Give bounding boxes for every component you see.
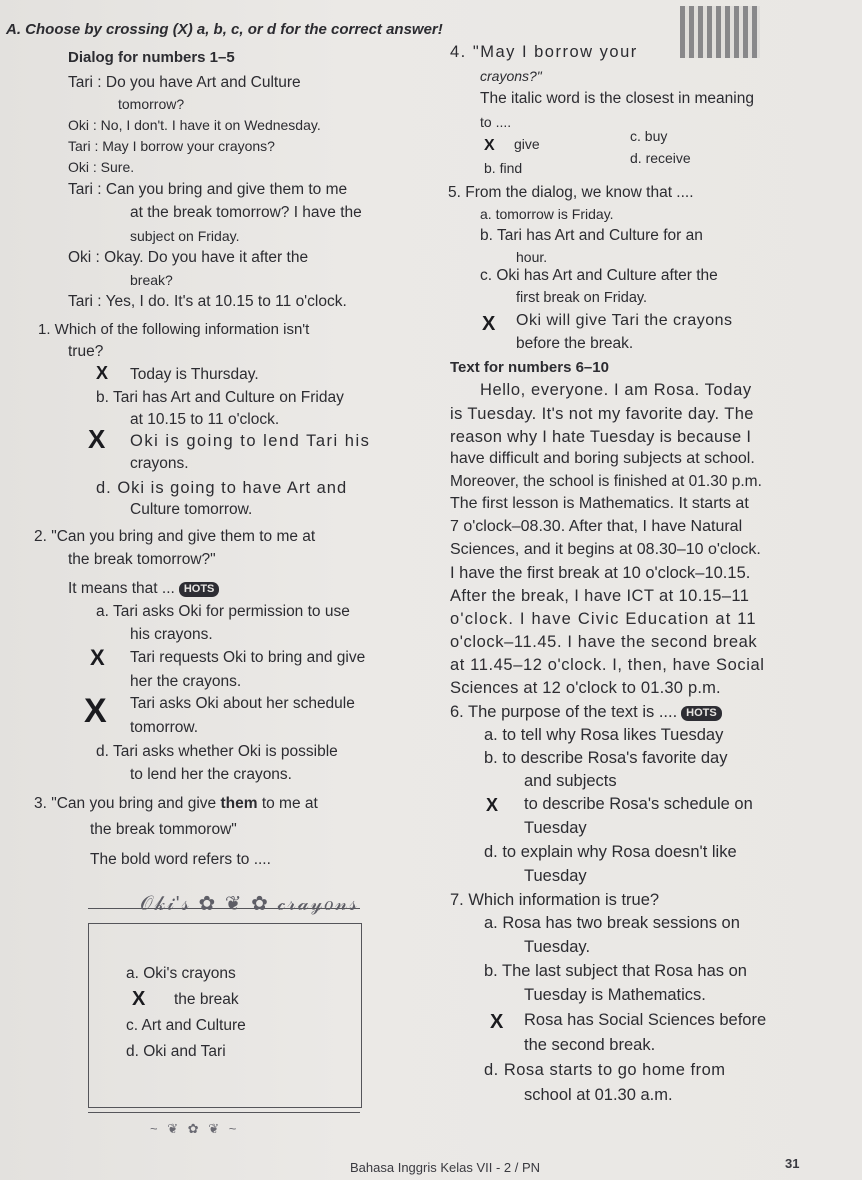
answer-cross-mark: X (486, 795, 499, 815)
option-d[interactable]: d. Rosa starts to go home from (484, 1061, 726, 1079)
decorative-ornament: 𝒪𝓀𝒾'𝓈 ✿ ❦ ✿ 𝒸𝓇𝒶𝓎𝑜𝓃𝓈 (140, 893, 359, 915)
option-d: school at 01.30 a.m. (524, 1086, 673, 1104)
stem-text: to me at (257, 795, 318, 812)
stem-text: 3. "Can you bring and give (34, 795, 221, 812)
answer-cross-mark: X (84, 692, 107, 730)
answer-cross-mark: X (90, 645, 105, 670)
answer-cross-mark: X (96, 363, 109, 383)
question-6-stem (450, 700, 722, 724)
section-instruction: A. Choose by crossing (X) a, b, c, or d for the correct answer! (6, 21, 443, 38)
qr-code (680, 6, 760, 58)
question-2-stem: the break tomorrow?" (68, 551, 216, 568)
option-c[interactable]: c. Art and Culture (126, 1017, 246, 1034)
reading-text-line: The first lesson is Mathematics. It starts at (450, 495, 749, 512)
option-a[interactable]: a. Rosa has two break sessions on (484, 914, 740, 932)
option-d: before the break. (516, 335, 634, 352)
dialog-line: Tari : May I borrow your crayons? (68, 138, 275, 154)
reading-text-line: o'clock. I have Civic Education at 11 (450, 610, 757, 628)
option-a[interactable]: a. to tell why Rosa likes Tuesday (484, 726, 724, 744)
reading-text-line: Hello, everyone. I am Rosa. Today (480, 381, 752, 399)
dialog-line: Tari : Can you bring and give them to me (68, 181, 348, 198)
hots-badge: HOTS (681, 706, 722, 721)
option-b[interactable]: Tari requests Oki to bring and give (130, 649, 366, 666)
question-5-stem: 5. From the dialog, we know that .... (448, 184, 694, 201)
bold-word: them (220, 795, 258, 812)
reading-text-line: After the break, I have ICT at 10.15–11 (450, 587, 750, 605)
option-d[interactable]: d. to explain why Rosa doesn't like (484, 843, 737, 861)
option-d: to lend her the crayons. (130, 766, 292, 783)
option-d[interactable]: d. Tari asks whether Oki is possible (96, 743, 338, 760)
option-a[interactable]: a. Oki's crayons (126, 965, 236, 982)
divider (88, 1112, 360, 1113)
option-d[interactable]: Oki will give Tari the crayons (516, 312, 733, 329)
question-2-stem: 2. "Can you bring and give them to me at (34, 528, 316, 545)
option-a[interactable]: give (514, 136, 540, 152)
option-b[interactable]: the break (174, 991, 239, 1008)
answer-cross-mark: X (132, 988, 146, 1010)
reading-text-line: is Tuesday. It's not my favorite day. The (450, 405, 754, 423)
decorative-ornament: ~ ❦ ✿ ❦ ~ (150, 1121, 240, 1136)
dialog-line: Tari : Yes, I do. It's at 10.15 to 11 o'clock. (68, 293, 347, 310)
option-b[interactable]: b. to describe Rosa's favorite day (484, 749, 728, 767)
reading-text-line: 7 o'clock–08.30. After that, I have Natural (450, 518, 743, 535)
footer-book-title: Bahasa Inggris Kelas VII - 2 / PN (350, 1160, 541, 1175)
option-a: Tuesday. (524, 938, 591, 956)
page-number: 31 (785, 1156, 800, 1171)
hots-badge: HOTS (179, 582, 220, 597)
reading-text-line: at 11.45–12 o'clock. I, then, have Social (450, 656, 765, 674)
option-b[interactable]: b. The last subject that Rosa has on (484, 962, 747, 980)
option-b: at 10.15 to 11 o'clock. (130, 411, 280, 428)
reading-text-line: Sciences at 12 o'clock to 01.30 p.m. (450, 679, 721, 697)
question-4-stem: crayons?" (480, 68, 542, 84)
dialog-line: break? (130, 272, 173, 288)
question-7-stem: 7. Which information is true? (450, 891, 660, 909)
dialog-line: subject on Friday. (130, 228, 240, 244)
option-c: Tuesday (524, 819, 587, 837)
option-b[interactable]: b. Tari has Art and Culture for an (480, 227, 703, 244)
option-c[interactable]: Tari asks Oki about her schedule (130, 695, 355, 712)
dialog-line: Oki : No, I don't. I have it on Wednesday. (68, 117, 321, 133)
dialog-line: Tari : Do you have Art and Culture (68, 74, 301, 91)
dialog-line: Oki : Sure. (68, 159, 135, 175)
option-d[interactable]: d. Oki and Tari (126, 1043, 226, 1060)
option-a: his crayons. (130, 626, 213, 643)
option-b: Tuesday is Mathematics. (524, 986, 706, 1004)
option-c: crayons. (130, 455, 189, 472)
question-1-stem: true? (68, 343, 104, 360)
dialog-line: at the break tomorrow? I have the (130, 204, 362, 221)
option-d[interactable]: d. receive (630, 150, 691, 166)
question-4-stem: 4. "May I borrow your (450, 43, 638, 61)
option-b[interactable]: b. find (484, 160, 523, 176)
reading-text-line: have difficult and boring subjects at school. (450, 450, 755, 467)
means-text: It means that ... (68, 580, 175, 597)
option-c[interactable]: to describe Rosa's schedule on (524, 795, 753, 813)
question-3-stem (34, 792, 318, 816)
option-a[interactable]: Today is Thursday. (130, 366, 259, 383)
option-b: hour. (516, 249, 548, 265)
option-c[interactable]: c. buy (630, 128, 668, 144)
answer-cross-mark: X (490, 1011, 504, 1033)
question-3-stem: the break tommorow" (90, 821, 237, 838)
option-d: Tuesday (524, 867, 587, 885)
reading-text-line: Sciences, and it begins at 08.30–10 o'clock. (450, 541, 761, 558)
question-3-refers: The bold word refers to .... (90, 851, 271, 868)
option-c: the second break. (524, 1036, 656, 1054)
option-b[interactable]: b. Tari has Art and Culture on Friday (96, 389, 344, 406)
option-c: first break on Friday. (516, 290, 648, 306)
answer-cross-mark: X (482, 313, 496, 335)
option-d: Culture tomorrow. (130, 501, 253, 518)
reading-text-title: Text for numbers 6–10 (450, 359, 609, 376)
option-b: her the crayons. (130, 673, 242, 690)
reading-text-line: reason why I hate Tuesday is because I (450, 428, 752, 446)
question-4-note: to .... (480, 114, 512, 130)
option-c: tomorrow. (130, 719, 199, 736)
option-a[interactable]: a. Tari asks Oki for permission to use (96, 603, 350, 620)
dialog-line: Oki : Okay. Do you have it after the (68, 249, 309, 266)
answer-cross-mark: X (484, 137, 495, 154)
reading-text-line: Moreover, the school is finished at 01.30 p.m. (450, 473, 762, 490)
option-c[interactable]: Rosa has Social Sciences before (524, 1011, 767, 1029)
option-a[interactable]: a. tomorrow is Friday. (480, 206, 614, 222)
option-b: and subjects (524, 772, 617, 790)
question-1-stem: 1. Which of the following information isn't (38, 321, 310, 338)
option-c[interactable]: c. Oki has Art and Culture after the (480, 267, 718, 284)
stem-text: 6. The purpose of the text is .... (450, 703, 678, 721)
reading-text-line: I have the first break at 10 o'clock–10.15. (450, 564, 751, 582)
question-4-note: The italic word is the closest in meaning (480, 90, 754, 107)
dialog-title: Dialog for numbers 1–5 (68, 49, 235, 66)
option-c[interactable]: Oki is going to lend Tari his (130, 432, 371, 450)
question-2-means (68, 577, 219, 601)
reading-text-line: o'clock–11.45. I have the second break (450, 633, 758, 651)
dialog-line: tomorrow? (118, 96, 185, 112)
option-d[interactable]: d. Oki is going to have Art and (96, 479, 348, 497)
answer-cross-mark: X (88, 424, 106, 454)
